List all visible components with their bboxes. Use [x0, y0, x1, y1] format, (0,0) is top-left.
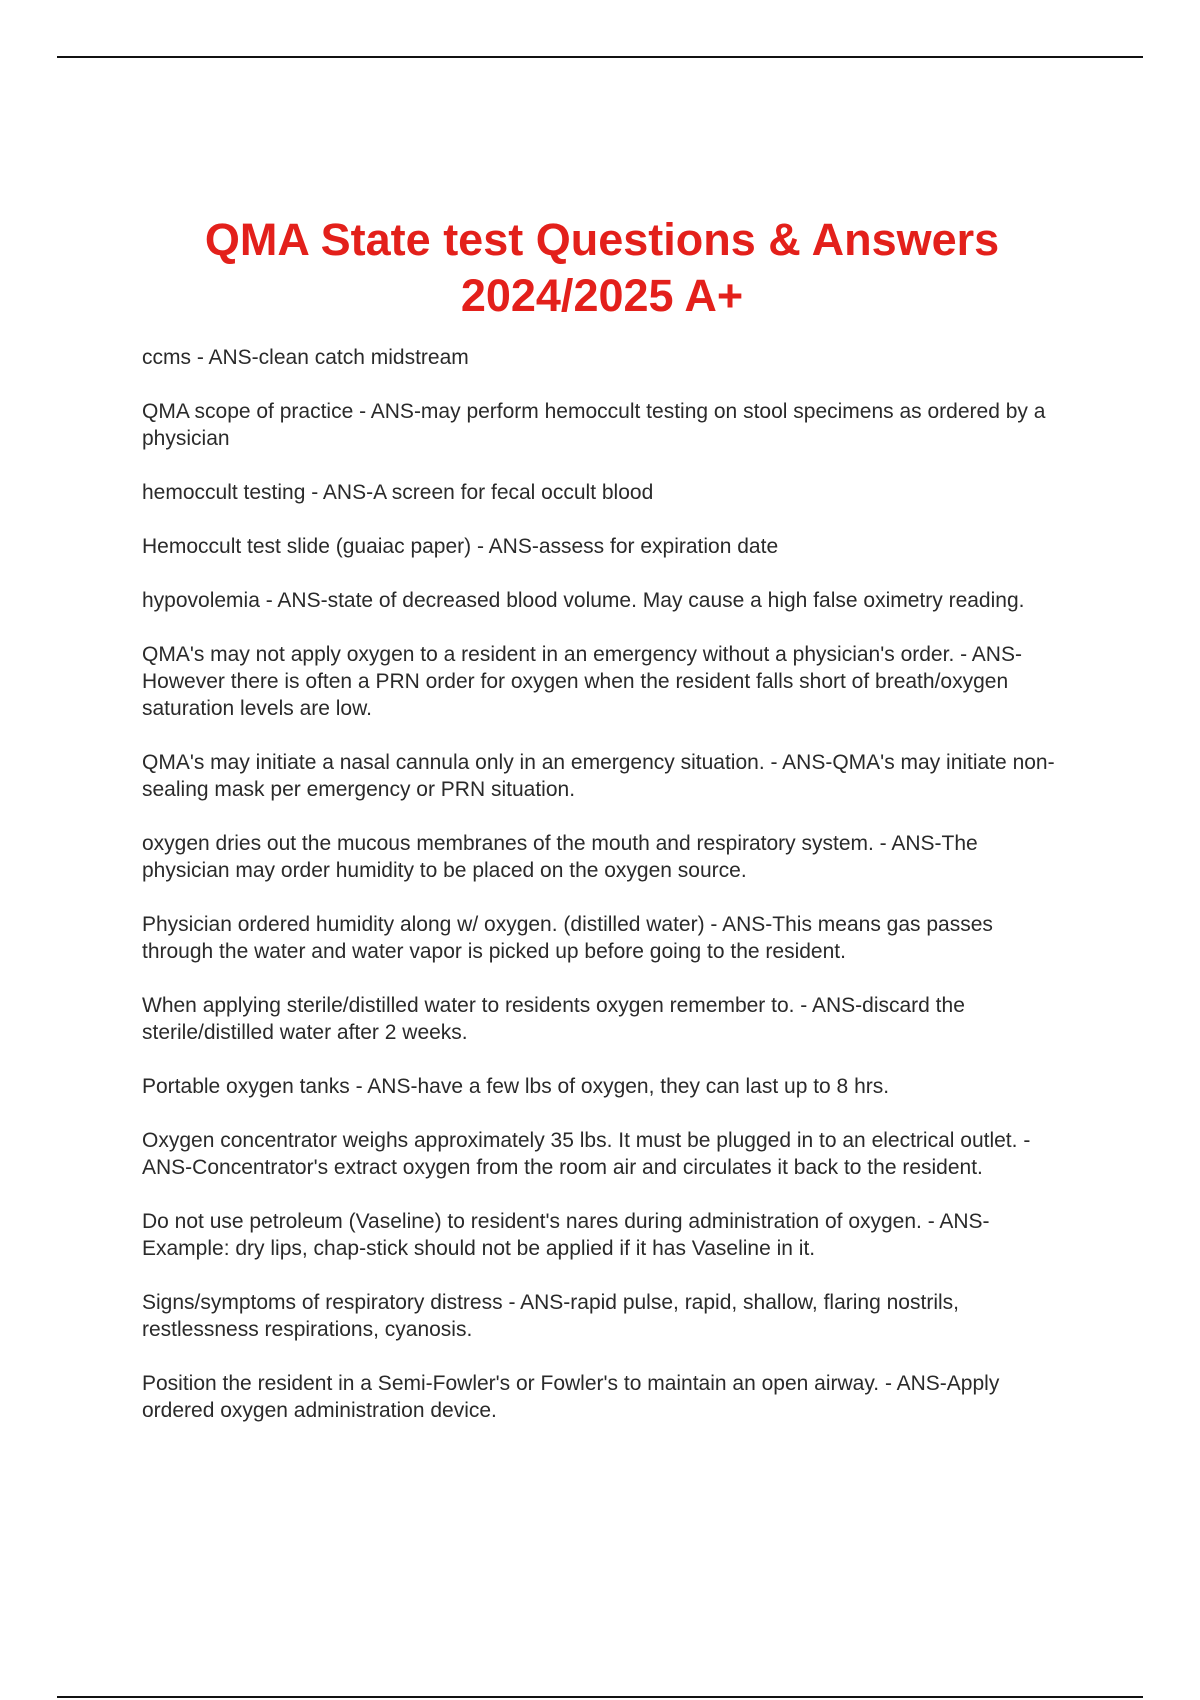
qa-item: Position the resident in a Semi-Fowler's or Fowler's to maintain an open airway. - ANS-Apply ordered oxygen administration device.	[142, 1372, 1000, 1422]
document-body	[142, 212, 1062, 1451]
qa-item: Oxygen concentrator weighs approximately 35 lbs. It must be plugged in to an electrical outlet. - ANS-Concentrator's extract oxygen from the room air and circulates it back to the resident.	[142, 1129, 1031, 1179]
qa-item: Hemoccult test slide (guaiac paper) - ANS-assess for expiration date	[142, 535, 779, 558]
qa-item: When applying sterile/distilled water to residents oxygen remember to. - ANS-discard the sterile/distilled water after 2 weeks.	[142, 994, 965, 1044]
qa-item: Portable oxygen tanks - ANS-have a few lbs of oxygen, they can last up to 8 hrs.	[142, 1075, 890, 1098]
document-title: QMA State test Questions & Answers 2024/2025 A+	[204, 214, 1000, 321]
qa-item: QMA's may not apply oxygen to a resident in an emergency without a physician's order. - ANS-However there is often a PRN order for oxygen when the resident falls short of breath/oxygen saturation levels are low.	[142, 643, 1022, 720]
qa-item: hypovolemia - ANS-state of decreased blood volume. May cause a high false oximetry reading.	[142, 589, 1025, 612]
qa-item: Do not use petroleum (Vaseline) to resident's nares during administration of oxygen. - ANS-Example: dry lips, chap-stick should not be applied if it has Vaseline in it.	[142, 1210, 990, 1260]
qa-item: ccms - ANS-clean catch midstream	[142, 346, 469, 369]
qa-item: QMA scope of practice - ANS-may perform hemoccult testing on stool specimens as ordered by a physician	[142, 400, 1046, 450]
bottom-divider	[57, 1696, 1143, 1698]
qa-list	[142, 344, 1062, 1424]
qa-item: Signs/symptoms of respiratory distress - ANS-rapid pulse, rapid, shallow, flaring nostrils, restlessness respirations, cyanosis.	[142, 1291, 959, 1341]
qa-item: hemoccult testing - ANS-A screen for fecal occult blood	[142, 481, 654, 504]
qa-item: oxygen dries out the mucous membranes of the mouth and respiratory system. - ANS-The physician may order humidity to be placed on the oxygen source.	[142, 832, 978, 882]
qa-item: QMA's may initiate a nasal cannula only in an emergency situation. - ANS-QMA's may initiate non-sealing mask per emergency or PRN situation.	[142, 751, 1055, 801]
qa-item: Physician ordered humidity along w/ oxygen. (distilled water) - ANS-This means gas passes through the water and water vapor is picked up before going to the resident.	[142, 913, 993, 963]
top-divider	[57, 56, 1143, 58]
